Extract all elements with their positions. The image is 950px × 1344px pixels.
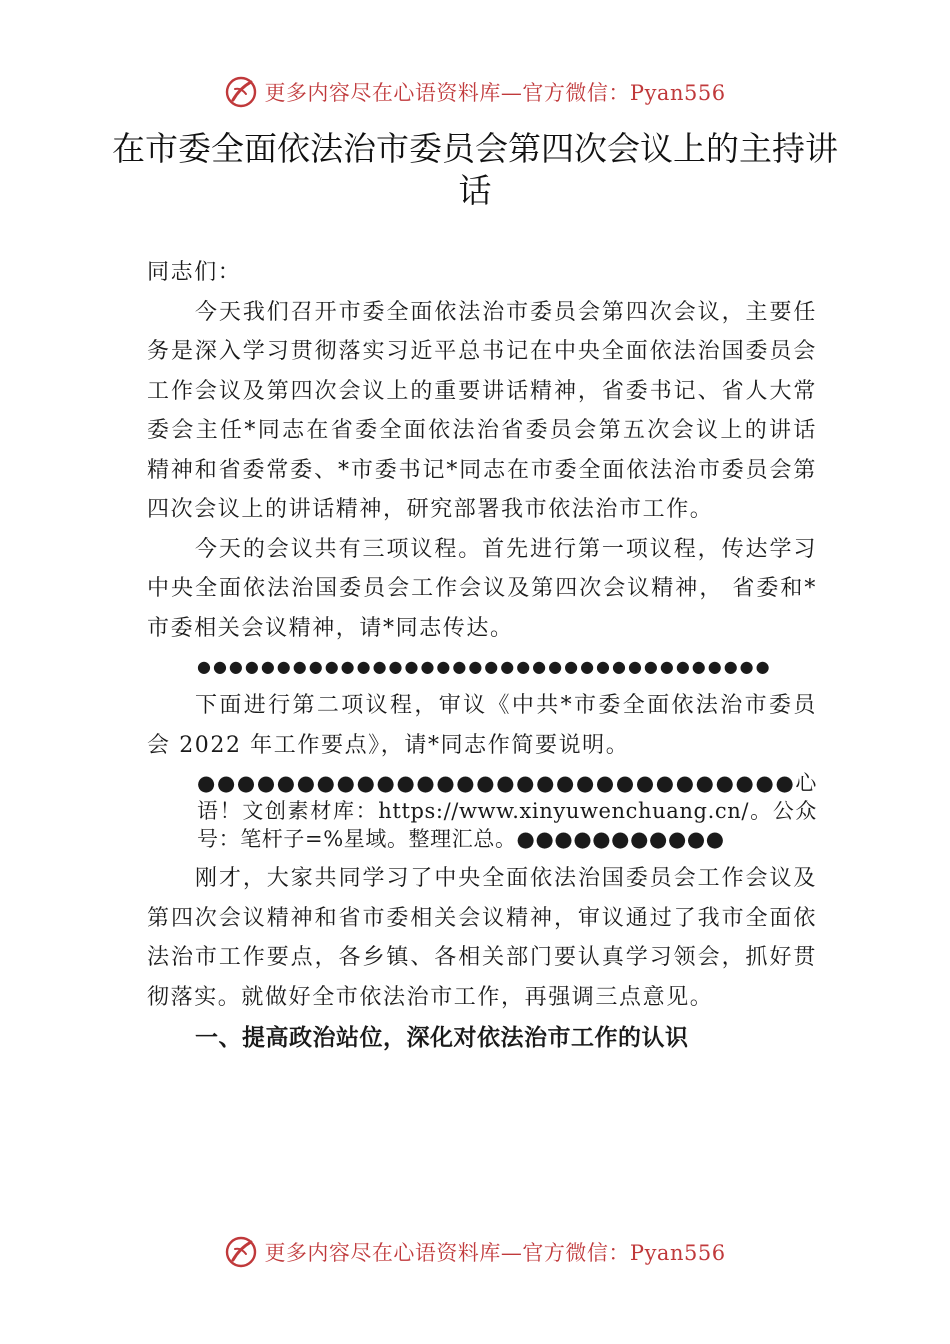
section-heading-1: 一、提高政治站位，深化对依法治市工作的认识 [195,1025,689,1051]
watermark-text: 更多内容尽在心语资料库—官方微信：Pyan556 [264,1241,726,1265]
paragraph-summary: 刚才，大家共同学习了中央全面依法治国委员会工作会议及第四次会议精神和省市委相关会议精神，审议通过了我市全面依法治市工作要点，各乡镇、各相关部门要认真学习领会，抓好贯彻落实。就做好全市依法治市工作，再强调三点意见。 [147,866,817,1010]
document-body [147,253,817,1059]
paragraph-intro: 今天我们召开市委全面依法治市委员会第四次会议，主要任务是深入学习贯彻落实习近平总书记在中央全面依法治国委员会工作会议及第四次会议上的重要讲话精神，省委书记、省人大常委会主任*同志在省委全面依法治省委员会第五次会议上的讲话精神和省委常委、*市委书记*同志在市委全面依法治市委员会第四次会议上的讲话精神，研究部署我市依法治市工作。 [147,299,817,522]
salutation: 同志们： [147,260,242,285]
document-title: 在市委全面依法治市委员会第四次会议上的主持讲话 [112,129,838,210]
paragraph-agenda: 今天的会议共有三项议程。首先进行第一项议程，传达学习中央全面依法治国委员会工作会议及第四次会议精神， 省委和*市委相关会议精神，请*同志传达。 [147,536,817,641]
footer-watermark-banner [0,1230,950,1274]
source-note: ●●●●●●●●●●●●●●●●●●●●●●●●●●●●●●心语！文创素材库：https://www.xinyuwenchuang.cn/。公众号：笔杆子=%星域。整理汇总。●●●●●●●●●●● [197,771,817,851]
dot-separator: ●●●●●●●●●●●●●●●●●●●●●●●●●●●●●●●●●●●● [197,657,772,676]
brush-logo-icon [224,1235,258,1269]
paragraph-second-item: 下面进行第二项议程，审议《中共*市委全面依法治市委员会 2022 年工作要点》，请*同志作简要说明。 [147,693,817,758]
brush-logo-icon [224,75,258,109]
header-watermark-banner [0,70,950,114]
watermark-text: 更多内容尽在心语资料库—官方微信：Pyan556 [264,81,726,105]
